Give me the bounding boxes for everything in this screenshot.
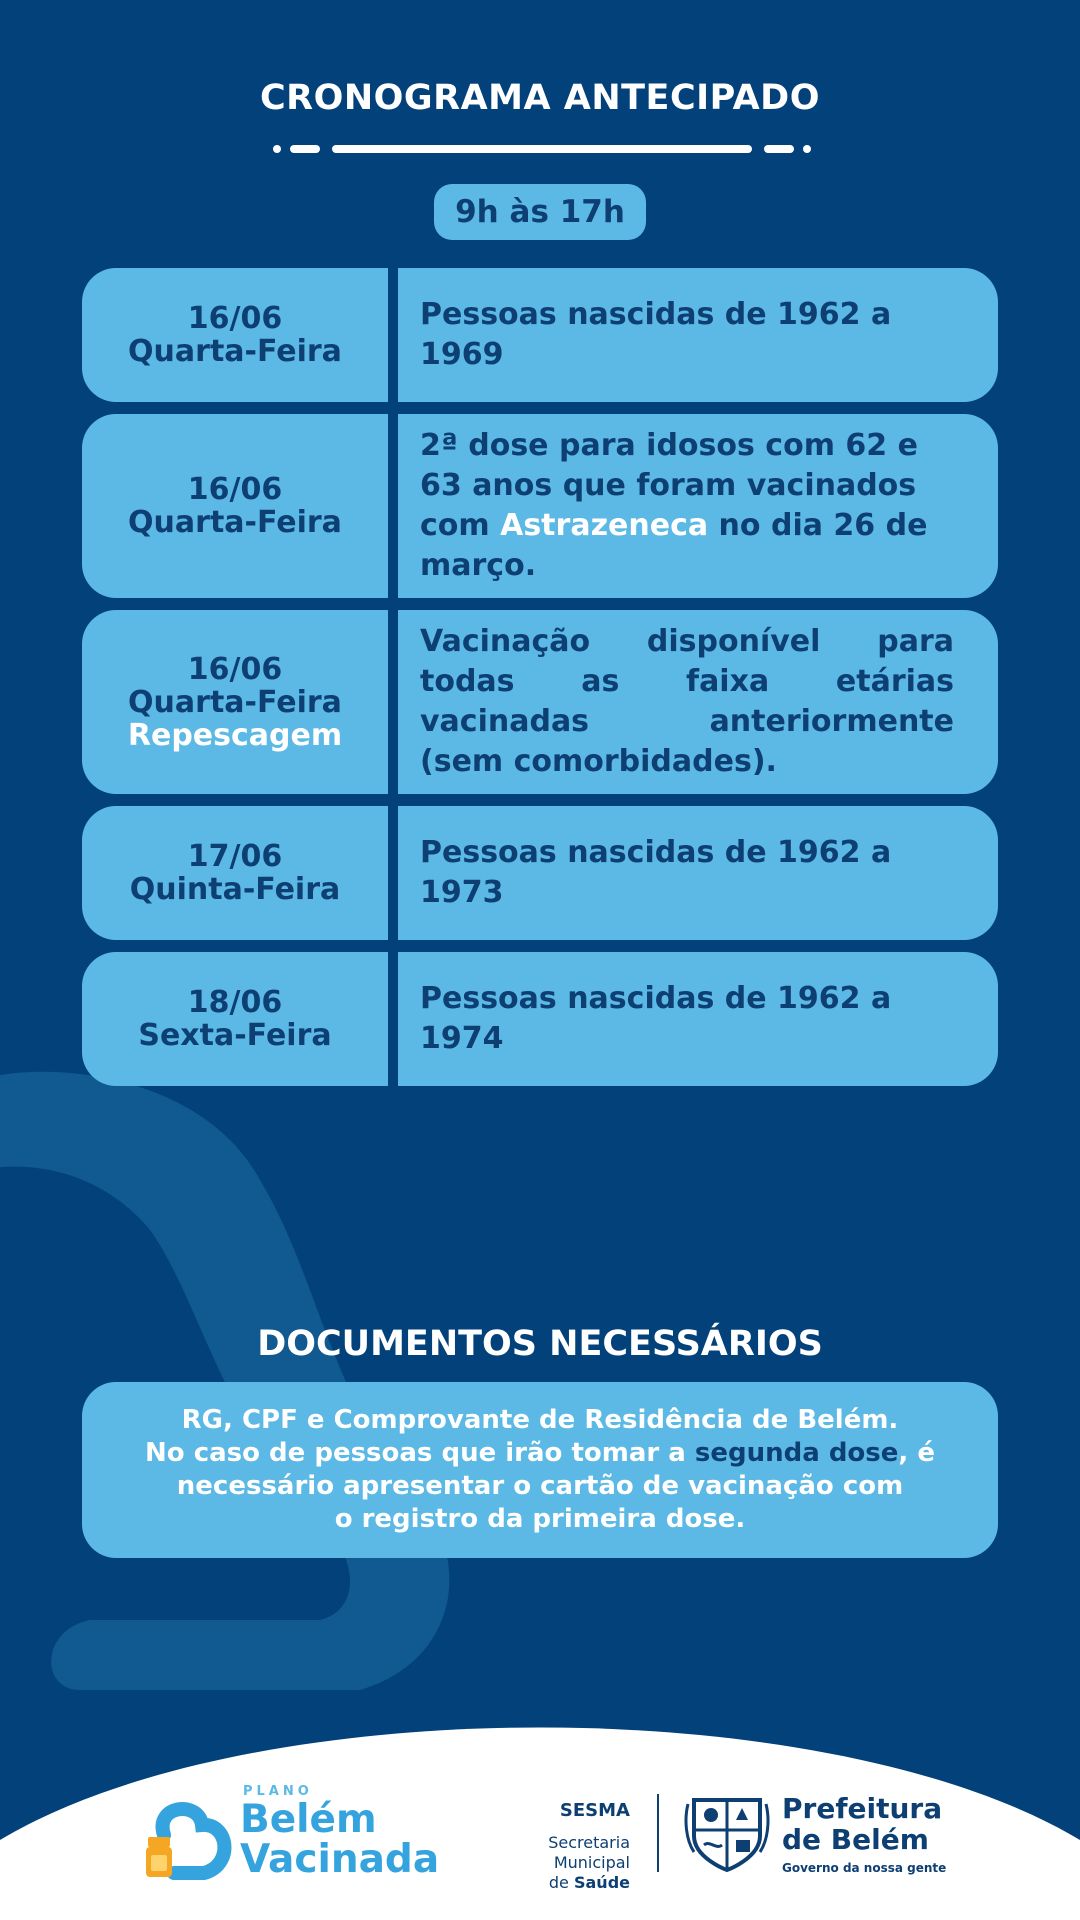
vaccine-name-highlight: Astrazeneca bbox=[500, 508, 709, 543]
schedule-title: CRONOGRAMA ANTECIPADO bbox=[259, 78, 820, 118]
schedule-date: 16/06 bbox=[187, 651, 283, 687]
schedule-description-text: Pessoas nascidas de 1962 a 1974 bbox=[420, 981, 892, 1056]
schedule-description-text: 2ª dose para idosos com 62 e 63 anos que foram vacinados com Astrazeneca no dia 26 de março. bbox=[420, 428, 928, 583]
schedule-row bbox=[82, 952, 998, 1086]
schedule-weekday: Quarta-Feira bbox=[128, 334, 342, 369]
schedule-note: Repescagem bbox=[127, 717, 343, 753]
belem-vacinada-logo-icon bbox=[144, 1795, 234, 1885]
schedule-weekday: Quarta-Feira bbox=[128, 505, 342, 540]
documents-text: RG, CPF e Comprovante de Residência de Belém. No caso de pessoas que irão tomar a segunda dose, é necessário apresentar o cartão de vacinação com o registro da primeira dose. bbox=[145, 1405, 935, 1534]
schedule-row bbox=[82, 610, 998, 794]
schedule-row bbox=[82, 414, 998, 598]
schedule-description-text: Pessoas nascidas de 1962 a 1973 bbox=[420, 835, 892, 910]
schedule-day-cell bbox=[82, 268, 388, 402]
plano-label: PLANO bbox=[243, 1784, 313, 1799]
schedule-description-text: Vacinação disponível para todas as faixa etárias vacinadas anteriormente (sem comorbidades). bbox=[420, 624, 954, 779]
schedule-day-cell bbox=[82, 414, 388, 598]
schedule-day-cell bbox=[82, 610, 388, 794]
schedule-date: 16/06 bbox=[187, 301, 283, 336]
schedule-date: 18/06 bbox=[187, 985, 283, 1020]
documents-box bbox=[82, 1382, 998, 1558]
schedule-description-text: Pessoas nascidas de 1962 a 1969 bbox=[420, 297, 892, 372]
schedule-row bbox=[82, 268, 998, 402]
schedule-table bbox=[82, 268, 998, 1098]
schedule-description bbox=[398, 414, 998, 598]
schedule-date: 16/06 bbox=[187, 472, 283, 507]
coat-of-arms-icon bbox=[684, 1790, 770, 1876]
schedule-description bbox=[398, 610, 998, 794]
prefeitura-logo: Prefeitura de Belém Governo da nossa gente bbox=[782, 1792, 947, 1875]
title-divider bbox=[272, 142, 812, 156]
schedule-row bbox=[82, 806, 998, 940]
brand-name: Belém Vacinada bbox=[240, 1797, 440, 1882]
schedule-weekday: Quinta-Feira bbox=[129, 872, 341, 907]
footer-separator bbox=[657, 1794, 659, 1872]
hours-badge: 9h às 17h bbox=[434, 184, 646, 240]
schedule-description bbox=[398, 806, 998, 940]
schedule-weekday: Quarta-Feira bbox=[128, 684, 342, 720]
schedule-day-cell bbox=[82, 952, 388, 1086]
second-dose-highlight: segunda dose bbox=[694, 1438, 899, 1468]
schedule-description bbox=[398, 268, 998, 402]
schedule-weekday: Sexta-Feira bbox=[138, 1018, 332, 1053]
schedule-day-cell bbox=[82, 806, 388, 940]
schedule-date: 17/06 bbox=[187, 839, 283, 874]
documents-title: DOCUMENTOS NECESSÁRIOS bbox=[257, 1324, 823, 1364]
schedule-description bbox=[398, 952, 998, 1086]
sesma-logo: SESMA Secretaria Municipal de Saúde bbox=[548, 1800, 630, 1892]
